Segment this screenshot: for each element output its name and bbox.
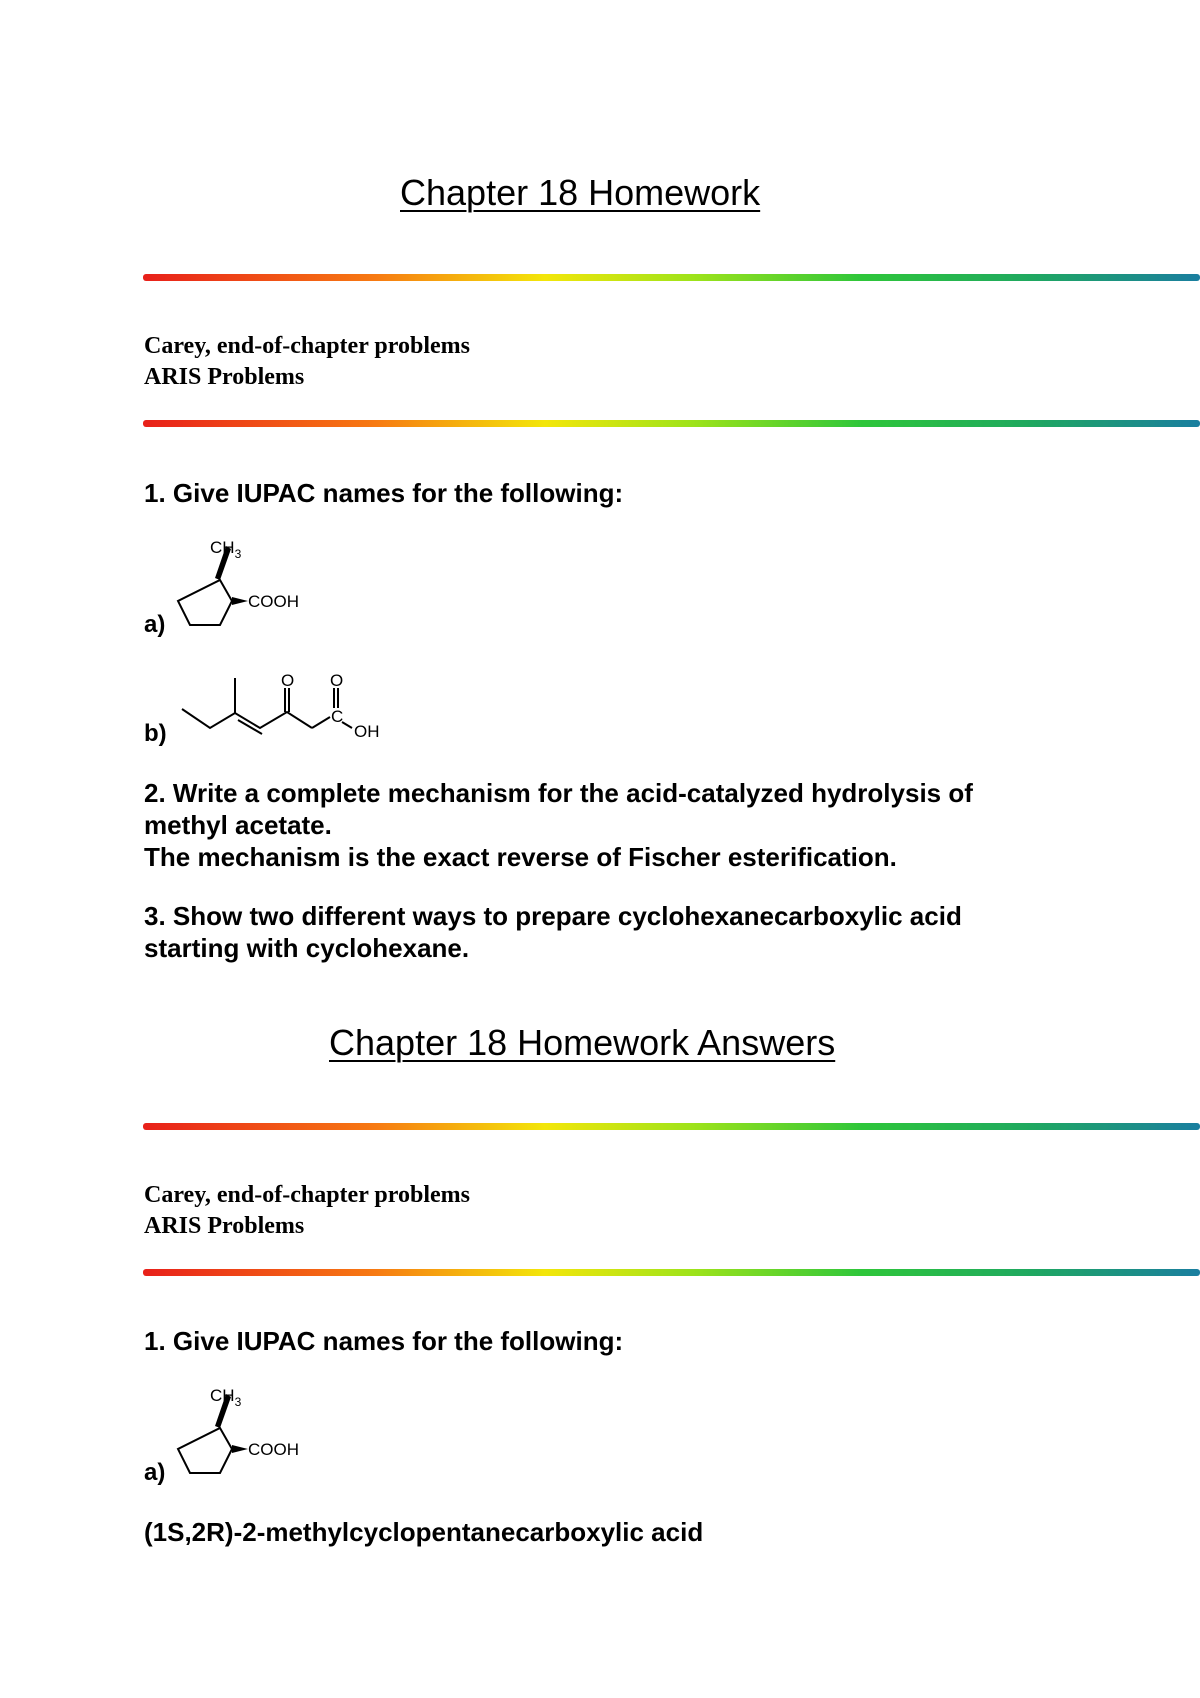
cyclopentane-ring xyxy=(178,580,232,625)
oxygen-label: O xyxy=(330,671,344,690)
question-3-line: 3. Show two different ways to prepare cyclohexanecarboxylic acid xyxy=(144,901,962,931)
source-line: Carey, end-of-chapter problems xyxy=(144,333,470,359)
cooh-label: COOH xyxy=(248,592,299,611)
wedge-bond xyxy=(232,1445,248,1453)
homework-title: Chapter 18 Homework xyxy=(400,172,761,213)
part-a-label: a) xyxy=(144,611,166,638)
structure-2-methylcyclopentanecarboxylic-acid xyxy=(160,530,340,640)
answers-title: Chapter 18 Homework Answers xyxy=(329,1022,836,1063)
question-3-line: starting with cyclohexane. xyxy=(144,933,470,963)
structure-2-methylcyclopentanecarboxylic-acid xyxy=(160,1378,340,1488)
rainbow-divider xyxy=(143,420,1200,427)
wedge-bond xyxy=(232,597,248,605)
question-2-line: methyl acetate. xyxy=(144,810,332,840)
answers-part-a-label: a) xyxy=(144,1459,166,1486)
source-line: ARIS Problems xyxy=(144,364,305,390)
question-3 xyxy=(144,900,962,964)
cyclopentane-ring xyxy=(178,1428,232,1473)
cooh-label: COOH xyxy=(248,1440,299,1459)
hydroxyl-label: OH xyxy=(354,722,380,740)
rainbow-divider xyxy=(143,1123,1200,1130)
ch3-label: $CH_3$ xyxy=(210,538,242,561)
question-2-line: 2. Write a complete mechanism for the acid-catalyzed hydrolysis of xyxy=(144,778,973,808)
answers-question-1: 1. Give IUPAC names for the following: xyxy=(144,1326,624,1356)
question-2-note: The mechanism is the exact reverse of Fischer esterification. xyxy=(144,842,897,872)
carbon-label: C xyxy=(331,707,344,726)
question-1: 1. Give IUPAC names for the following: xyxy=(144,478,624,508)
homework-sources xyxy=(144,331,470,393)
ch3-label: $CH_3$ xyxy=(210,1386,242,1409)
rainbow-divider xyxy=(143,274,1200,281)
part-b-label: b) xyxy=(144,720,167,747)
answers-sources xyxy=(144,1180,470,1242)
answer-1a: (1S,2R)-2-methylcyclopentanecarboxylic acid xyxy=(144,1517,704,1547)
rainbow-divider xyxy=(143,1269,1200,1276)
oxygen-label: O xyxy=(281,671,295,690)
structure-b xyxy=(170,660,410,740)
source-line: Carey, end-of-chapter problems xyxy=(144,1182,470,1208)
source-line: ARIS Problems xyxy=(144,1213,305,1239)
question-2 xyxy=(144,777,973,873)
